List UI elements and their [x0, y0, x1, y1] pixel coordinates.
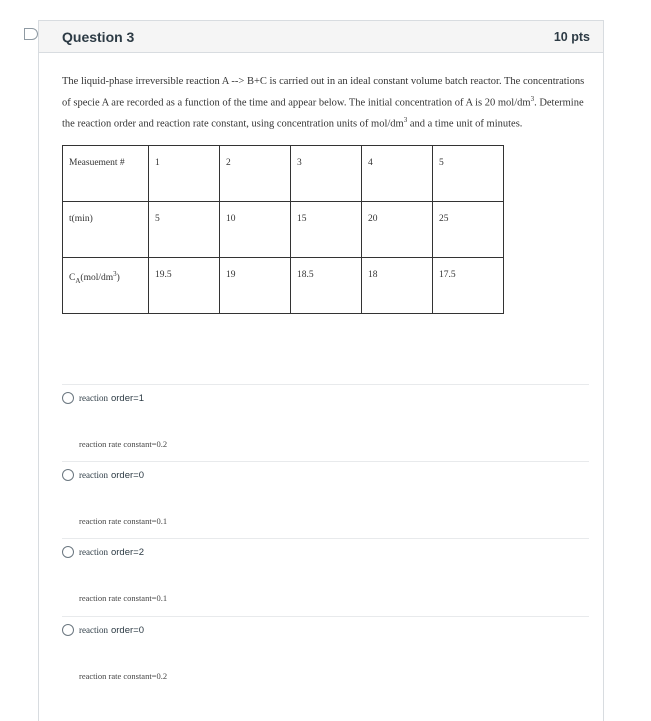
answer-option[interactable]: reaction order=2 reaction rate constant=0.1	[62, 538, 589, 603]
question-text: The liquid-phase irreversible reaction A --> B+C is carried out in an ideal constant volume batch reactor. The concentrations of specie A are recorded as a function of the time and appear below. The initial concentration of A is 20 mol/$dm^3$. Determine the reaction order and reaction rate constant, using concentration units of mol/$dm^3$ and a time unit of minutes.	[62, 76, 585, 129]
table-row: Measuement # 1 2 3 4 5	[63, 146, 504, 202]
question-points: 10 pts	[553, 29, 590, 44]
question-header	[39, 21, 603, 53]
table-row: t(min) 5 10 15 20 25	[63, 202, 504, 258]
answer-option[interactable]: reaction order=0 reaction rate constant=0.1	[62, 461, 589, 526]
radio-button[interactable]	[62, 624, 74, 636]
question-title: Question 3	[62, 28, 135, 45]
answer-option[interactable]: reaction order=1 reaction rate constant=0.2	[62, 384, 589, 449]
flag-question-icon[interactable]	[24, 28, 38, 40]
radio-button[interactable]	[62, 546, 74, 558]
table-row: $C_A(mol/dm^3)$ 19.5 19 18.5 18 17.5	[63, 258, 504, 314]
question-card	[38, 20, 604, 721]
data-table	[62, 145, 504, 314]
radio-button[interactable]	[62, 469, 74, 481]
radio-button[interactable]	[62, 392, 74, 404]
answer-option[interactable]: reaction order=0 reaction rate constant=0.2	[62, 616, 589, 681]
